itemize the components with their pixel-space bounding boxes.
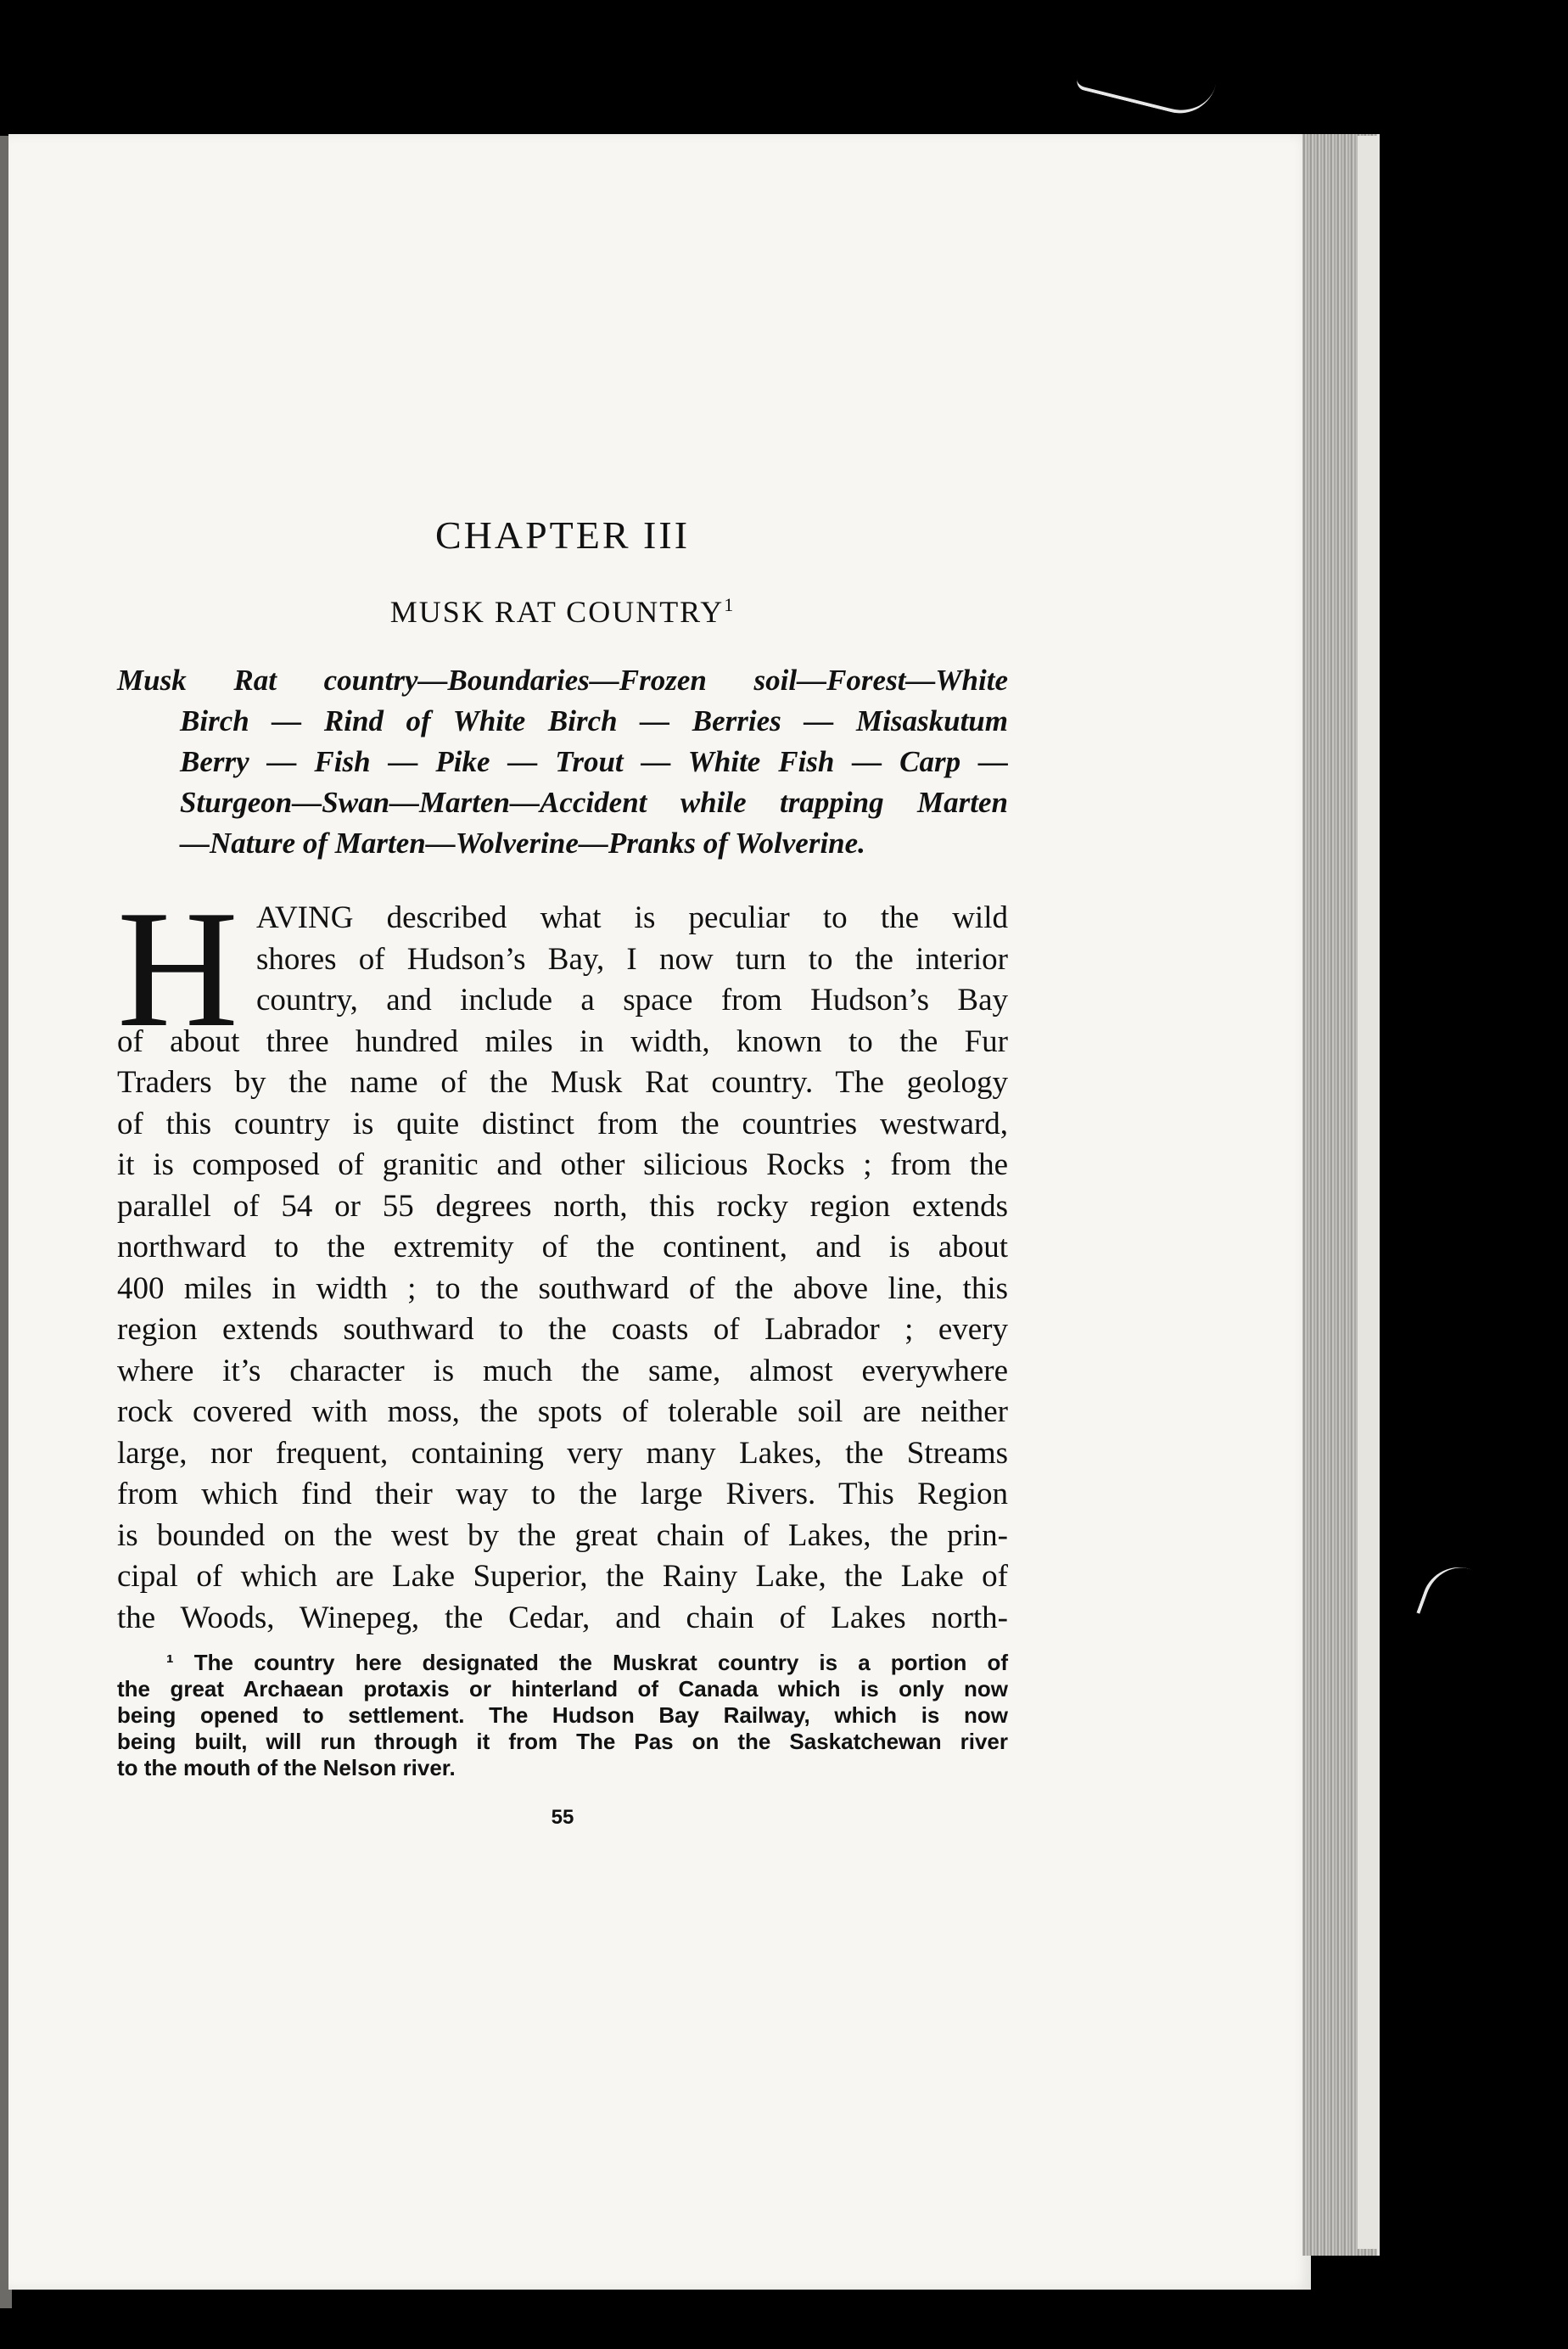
body-line: from which find their way to the large Rivers. This Region (117, 1477, 1008, 1511)
drop-cap: H (117, 876, 238, 1062)
body-line: cipal of which are Lake Superior, the Rainy Lake, the Lake of (117, 1559, 1008, 1594)
page-number: 55 (551, 1806, 574, 1829)
summary-line: Berry — Fish — Pike — Trout — White Fish — Carp — (180, 745, 1008, 778)
chapter-title: CHAPTER III (434, 513, 691, 557)
body-line: region extends southward to the coasts of Labrador ; every (117, 1312, 1008, 1347)
summary-line: —Nature of Marten—Wolverine—Pranks of Wolverine. (180, 827, 865, 860)
body-line: rock covered with moss, the spots of tolerable soil are neither (117, 1394, 1008, 1429)
body-line: the Woods, Winepeg, the Cedar, and chain of Lakes north- (117, 1600, 1008, 1635)
body-line: AVING described what is peculiar to the wild (256, 900, 1008, 935)
body-line: where it’s character is much the same, almost everywhere (117, 1353, 1008, 1388)
body-line: Traders by the name of the Musk Rat country. The geology (117, 1065, 1008, 1100)
footnote-line: being built, will run through it from The Pas on the Saskatchewan river (117, 1729, 1008, 1754)
body-line: shores of Hudson’s Bay, I now turn to the interior (256, 941, 1008, 977)
body-line: is bounded on the west by the great chain of Lakes, the prin- (117, 1517, 1008, 1553)
footnote-line: being opened to settlement. The Hudson Bay Railway, which is now (117, 1702, 1008, 1728)
summary-line: Musk Rat country—Boundaries—Frozen soil—Forest—White (117, 664, 1008, 697)
footnote-reference: 1 (724, 594, 736, 615)
body-line: of this country is quite distinct from the countries westward, (117, 1106, 1008, 1141)
body-line: it is composed of granitic and other silicious Rocks ; from the (117, 1147, 1008, 1182)
footnote-line: ¹ The country here designated the Muskrat country is a portion of (166, 1650, 1008, 1675)
scan-artifact-mark (1075, 52, 1216, 121)
body-line: parallel of 54 or 55 degrees north, this rocky region extends (117, 1188, 1008, 1224)
body-text (117, 876, 1008, 1639)
summary-line: Sturgeon—Swan—Marten—Accident while trapping Marten (180, 786, 1008, 819)
body-line: northward to the extremity of the continent, and is about (117, 1230, 1008, 1264)
body-line: large, nor frequent, containing very many Lakes, the Streams (117, 1435, 1008, 1471)
page-stack-outer-edge (1358, 136, 1378, 2249)
footnote-line: to the mouth of the Nelson river. (117, 1755, 456, 1780)
summary-line: Birch — Rind of White Birch — Berries — Misaskutum (180, 704, 1008, 737)
body-line: 400 miles in width ; to the southward of the above line, this (117, 1270, 1008, 1306)
body-line: country, and include a space from Hudson’s Bay (256, 983, 1008, 1018)
body-line: of about three hundred miles in width, known to the Fur (117, 1023, 1008, 1059)
section-title-text: MUSK RAT COUNTRY (389, 595, 725, 629)
section-title (117, 594, 1008, 630)
chapter-summary (117, 660, 1008, 864)
scan-artifact-mark-side (1416, 1557, 1471, 1626)
footnote-line: the great Archaean protaxis or hinterland of Canada which is only now (117, 1676, 1008, 1701)
footnote (117, 1650, 1008, 1781)
